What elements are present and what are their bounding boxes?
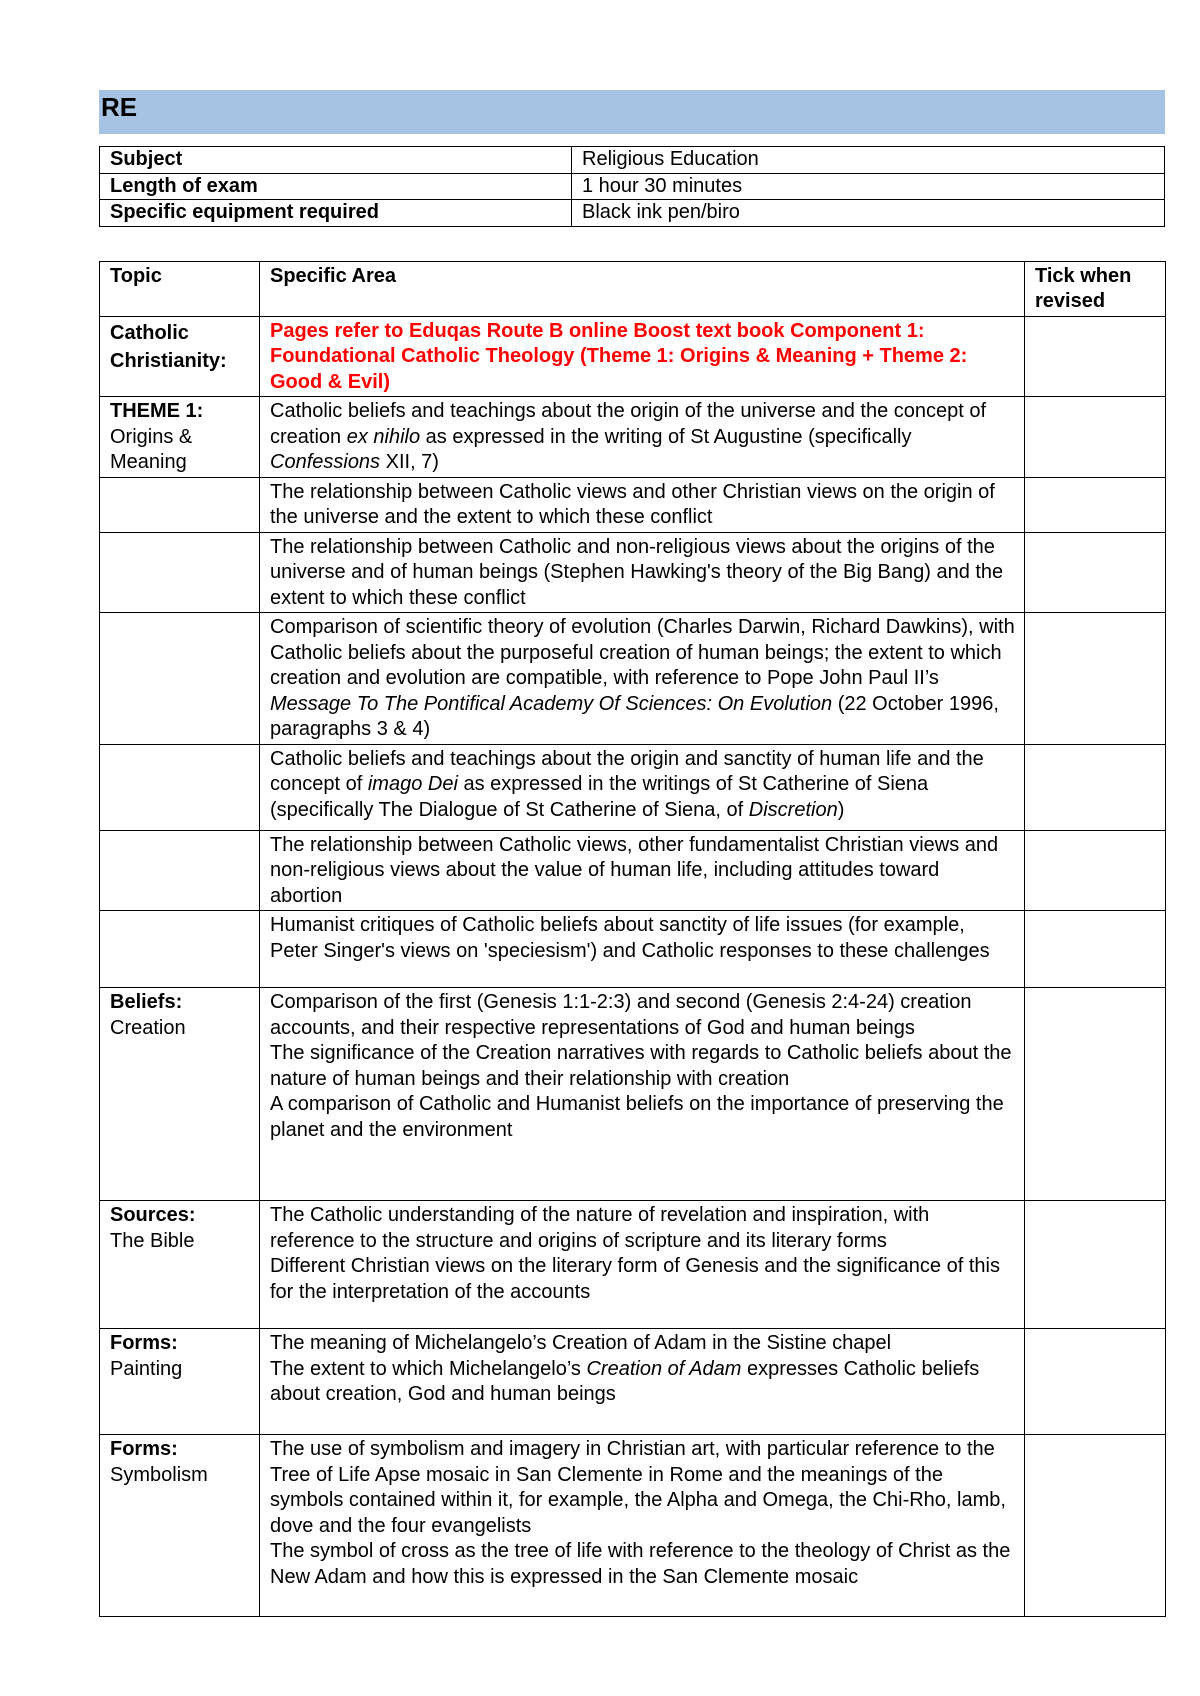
- area-cell: [260, 988, 1025, 1201]
- info-value: 1 hour 30 minutes: [572, 173, 1165, 200]
- table-row: [100, 613, 1166, 745]
- area-paragraph: The meaning of Michelangelo’s Creation of Adam in the Sistine chapel: [270, 1332, 892, 1354]
- tick-box[interactable]: [1025, 397, 1166, 478]
- area-cell: The relationship between Catholic and non-religious views about the origins of the universe and of human beings (Stephen Hawking's theory of the Big Bang) and the extent to which these conflict: [260, 532, 1025, 613]
- table-row: [100, 316, 1166, 397]
- tick-box[interactable]: [1025, 316, 1166, 397]
- table-row: [100, 830, 1166, 911]
- area-cell: The relationship between Catholic views, other fundamentalist Christian views and non-religious views about the value of human life, including attitudes toward abortion: [260, 830, 1025, 911]
- topic-subheading: The Bible: [110, 1229, 195, 1252]
- topic-cell: [100, 477, 260, 532]
- topic-cell: [100, 830, 260, 911]
- tick-box[interactable]: [1025, 1201, 1166, 1329]
- area-cell: [260, 1329, 1025, 1435]
- topic-subheading: Creation: [110, 1016, 186, 1039]
- area-paragraph: The Catholic understanding of the nature of revelation and inspiration, with reference to the structure and origins of scripture and its literary forms: [270, 1204, 930, 1252]
- table-row: [100, 911, 1166, 988]
- area-paragraph: A comparison of Catholic and Humanist beliefs on the importance of preserving the planet and the environment: [270, 1093, 1004, 1141]
- topic-subheading: Painting: [110, 1357, 183, 1380]
- document-page: [99, 90, 1165, 1617]
- header-topic: Topic: [100, 261, 260, 316]
- area-text: expresses Catholic beliefs about creation, God and human beings: [270, 1357, 980, 1405]
- area-cell: [260, 397, 1025, 478]
- page-title: RE: [101, 92, 138, 122]
- topic-cell: [100, 397, 260, 478]
- area-paragraph: Different Christian views on the literary form of Genesis and the significance of this for the interpretation of the accounts: [270, 1255, 1000, 1303]
- info-label: Length of exam: [100, 173, 572, 200]
- info-value: Black ink pen/biro: [572, 200, 1165, 227]
- topic-cell: [100, 911, 260, 988]
- table-row: [100, 173, 1165, 200]
- area-text: The extent to which Michelangelo’s: [270, 1357, 587, 1380]
- table-header-row: [100, 261, 1166, 316]
- table-row: [100, 147, 1165, 174]
- table-row: [100, 477, 1166, 532]
- area-text-italic: imago Dei: [367, 773, 458, 795]
- topic-cell: [100, 613, 260, 745]
- table-row: [100, 532, 1166, 613]
- tick-box[interactable]: [1025, 1435, 1166, 1617]
- table-row: [100, 744, 1166, 830]
- tick-box[interactable]: [1025, 988, 1166, 1201]
- area-paragraph: Comparison of the first (Genesis 1:1-2:3) and second (Genesis 2:4-24) creation accounts, and their respective representations of God and human beings: [270, 991, 972, 1039]
- area-text: Catholic beliefs and teachings about the origin and sanctity of human life and the concept of: [270, 747, 984, 795]
- area-paragraph: [270, 1357, 1015, 1408]
- header-tick: Tick when revised: [1025, 261, 1166, 316]
- title-bar: [99, 90, 1165, 134]
- area-cell: Pages refer to Eduqas Route B online Boost text book Component 1: Foundational Catholic Theology (Theme 1: Origins & Meaning + Theme 2: Good & Evil): [260, 316, 1025, 397]
- table-row: [100, 397, 1166, 478]
- area-text-italic: ex nihilo: [346, 425, 421, 448]
- area-cell: Humanist critiques of Catholic beliefs about sanctity of life issues (for example, Peter Singer's views on 'speciesism') and Catholic responses to these challenges: [260, 911, 1025, 988]
- topic-cell: [100, 532, 260, 613]
- topic-heading: Forms:: [110, 1438, 178, 1460]
- topic-cell: [100, 1435, 260, 1617]
- topic-cell: [100, 744, 260, 830]
- topic-cell: [100, 1201, 260, 1329]
- table-row: [100, 1201, 1166, 1329]
- topic-heading: Sources:: [110, 1204, 196, 1226]
- area-text-italic: Message To The Pontifical Academy Of Sciences: On Evolution: [270, 692, 833, 715]
- area-text: ): [837, 798, 845, 821]
- topic-heading: THEME 1:: [110, 400, 204, 422]
- info-label: Subject: [100, 147, 572, 174]
- area-cell: [260, 1435, 1025, 1617]
- topic-cell: [100, 1329, 260, 1435]
- area-paragraph: The significance of the Creation narratives with regards to Catholic beliefs about the nature of human beings and their relationship with creation: [270, 1042, 1012, 1090]
- info-label: Specific equipment required: [100, 200, 572, 227]
- area-cell: [260, 613, 1025, 745]
- table-row: [100, 988, 1166, 1201]
- area-text-italic: Confessions: [270, 451, 381, 473]
- exam-info-table: [99, 146, 1165, 227]
- tick-box[interactable]: [1025, 830, 1166, 911]
- info-value: Religious Education: [572, 147, 1165, 174]
- topic-subheading: Symbolism: [110, 1463, 208, 1486]
- topic-heading: Forms:: [110, 1332, 178, 1354]
- area-paragraph: The use of symbolism and imagery in Christian art, with particular reference to the Tree of Life Apse mosaic in San Clemente in Rome and the meanings of the symbols contained within it, for example, the Alpha and Omega, the Chi-Rho, lamb, dove and the four evangelists: [270, 1438, 1006, 1537]
- area-paragraph: The symbol of cross as the tree of life with reference to the theology of Christ as the New Adam and how this is expressed in the San Clemente mosaic: [270, 1540, 1011, 1588]
- tick-box[interactable]: [1025, 613, 1166, 745]
- tick-box[interactable]: [1025, 1329, 1166, 1435]
- area-text-italic: Creation of Adam: [586, 1357, 742, 1380]
- area-text-italic: Discretion: [748, 798, 838, 821]
- area-text: Comparison of scientific theory of evolution (Charles Darwin, Richard Dawkins), with Catholic beliefs about the purposeful creation of human beings; the extent to which creation and evolution are compatible, with reference to Pope John Paul II’s: [270, 616, 1015, 689]
- area-text: Catholic beliefs and teachings about the origin of the universe and the concept of creation: [270, 400, 987, 448]
- area-cell: [260, 1201, 1025, 1329]
- tick-box[interactable]: [1025, 532, 1166, 613]
- table-row: [100, 1329, 1166, 1435]
- area-cell: [260, 744, 1025, 830]
- area-cell: The relationship between Catholic views and other Christian views on the origin of the universe and the extent to which these conflict: [260, 477, 1025, 532]
- area-text: (22 October 1996, paragraphs 3 & 4): [270, 692, 999, 740]
- table-row: [100, 1435, 1166, 1617]
- revision-table: [99, 261, 1166, 1618]
- area-text: as expressed in the writing of St Augustine (specifically: [420, 425, 912, 448]
- topic-subheading: Origins & Meaning: [110, 425, 193, 473]
- tick-box[interactable]: [1025, 744, 1166, 830]
- topic-cell: Catholic Christianity:: [100, 316, 260, 397]
- tick-box[interactable]: [1025, 477, 1166, 532]
- table-row: [100, 200, 1165, 227]
- area-text: as expressed in the writings of St Catherine of Siena (specifically The Dialogue of St Catherine of Siena, of: [270, 773, 929, 821]
- header-specific-area: Specific Area: [260, 261, 1025, 316]
- area-text: XII, 7): [380, 451, 439, 473]
- topic-heading: Beliefs:: [110, 991, 183, 1013]
- tick-box[interactable]: [1025, 911, 1166, 988]
- topic-cell: [100, 988, 260, 1201]
